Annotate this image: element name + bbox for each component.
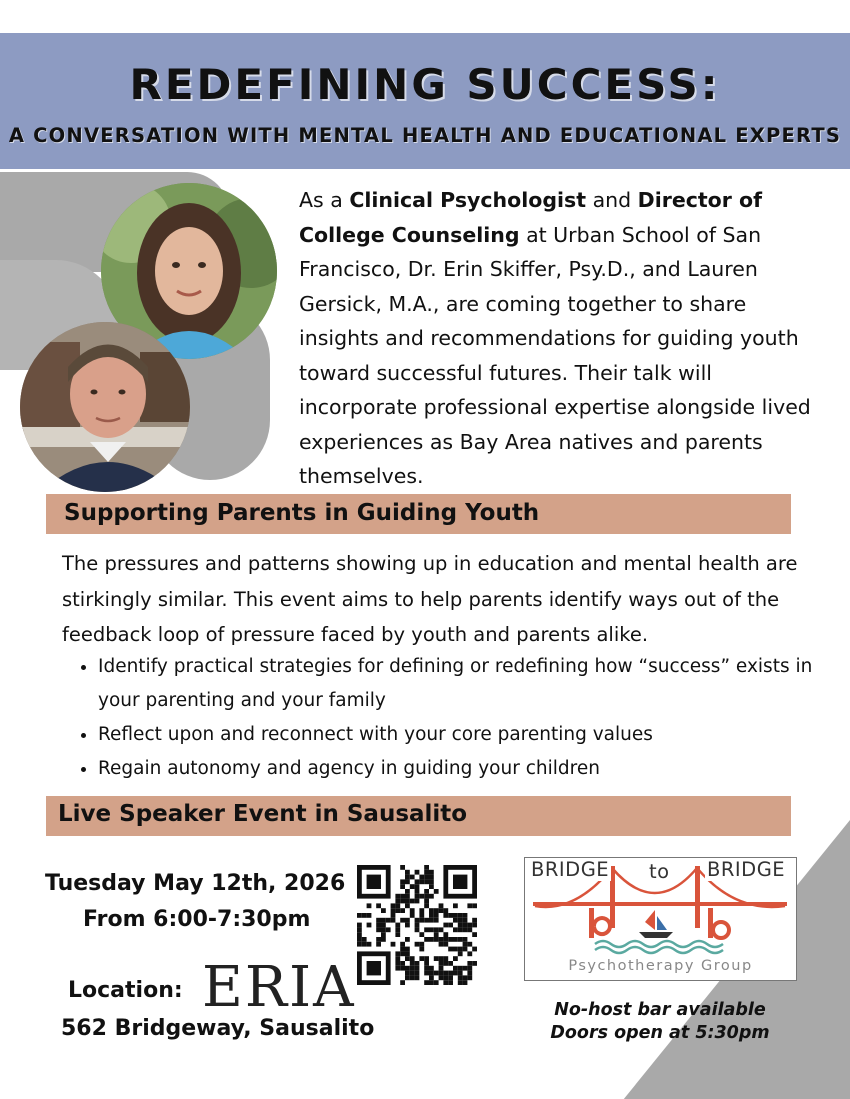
page-subtitle: A CONVERSATION WITH MENTAL HEALTH AND EDUCATIONAL EXPERTS <box>8 124 842 147</box>
intro-role-director: Director of College Counseling <box>299 188 763 247</box>
logo-word-left: BRIDGE <box>531 858 610 881</box>
intro-text-3: at Urban School of San Francisco, Dr. Erin Skiffer, Psy.D., and Lauren Gersick, M.A., are coming together to share insights and recommendations for guiding youth toward successful futures. Their talk will incorporate professional expertise alongside lived experiences as Bay Area natives and parents themselves. <box>299 222 811 488</box>
section-title-supporting: Supporting Parents in Guiding Youth <box>64 500 540 526</box>
list-item: • Regain autonomy and agency in guiding your children <box>98 752 818 786</box>
list-item: • Identify practical strategies for defining or redefining how “success” exists in your parenting and your family <box>98 650 818 718</box>
logo-subtitle: Psychotherapy Group <box>568 958 753 974</box>
intro-role-psychologist: Clinical Psychologist <box>349 188 587 212</box>
section-title-live-event: Live Speaker Event in Sausalito <box>58 801 468 827</box>
event-time: From 6:00-7:30pm <box>83 907 311 932</box>
list-item: • Reflect upon and reconnect with your core parenting values <box>98 718 818 752</box>
doors-open-note: Doors open at 5:30pm <box>550 1023 770 1043</box>
event-address: 562 Bridgeway, Sausalito <box>61 1016 375 1041</box>
no-host-bar-note: No-host bar available <box>554 1000 766 1020</box>
page-title: REDEFINING SUCCESS: <box>129 60 721 109</box>
qr-code[interactable] <box>357 865 477 985</box>
location-label: Location: <box>68 978 183 1003</box>
event-date: Tuesday May 12th, 2026 <box>45 871 346 896</box>
supporting-bullet-list <box>78 650 818 786</box>
speaker-photo-2 <box>20 322 190 492</box>
venue-logo: ERIA <box>202 955 356 1020</box>
logo-word-right: BRIDGE <box>707 858 786 881</box>
bridge-to-bridge-logo <box>524 857 797 981</box>
intro-text-2: and <box>586 188 638 212</box>
intro-paragraph <box>299 183 829 494</box>
supporting-paragraph: The pressures and patterns showing up in education and mental health are stirkingly similar. This event aims to help parents identify ways out of the feedback loop of pressure faced by youth and parents alike. <box>62 552 798 646</box>
intro-text-1: As a <box>299 188 350 212</box>
logo-word-middle: to <box>649 860 670 883</box>
